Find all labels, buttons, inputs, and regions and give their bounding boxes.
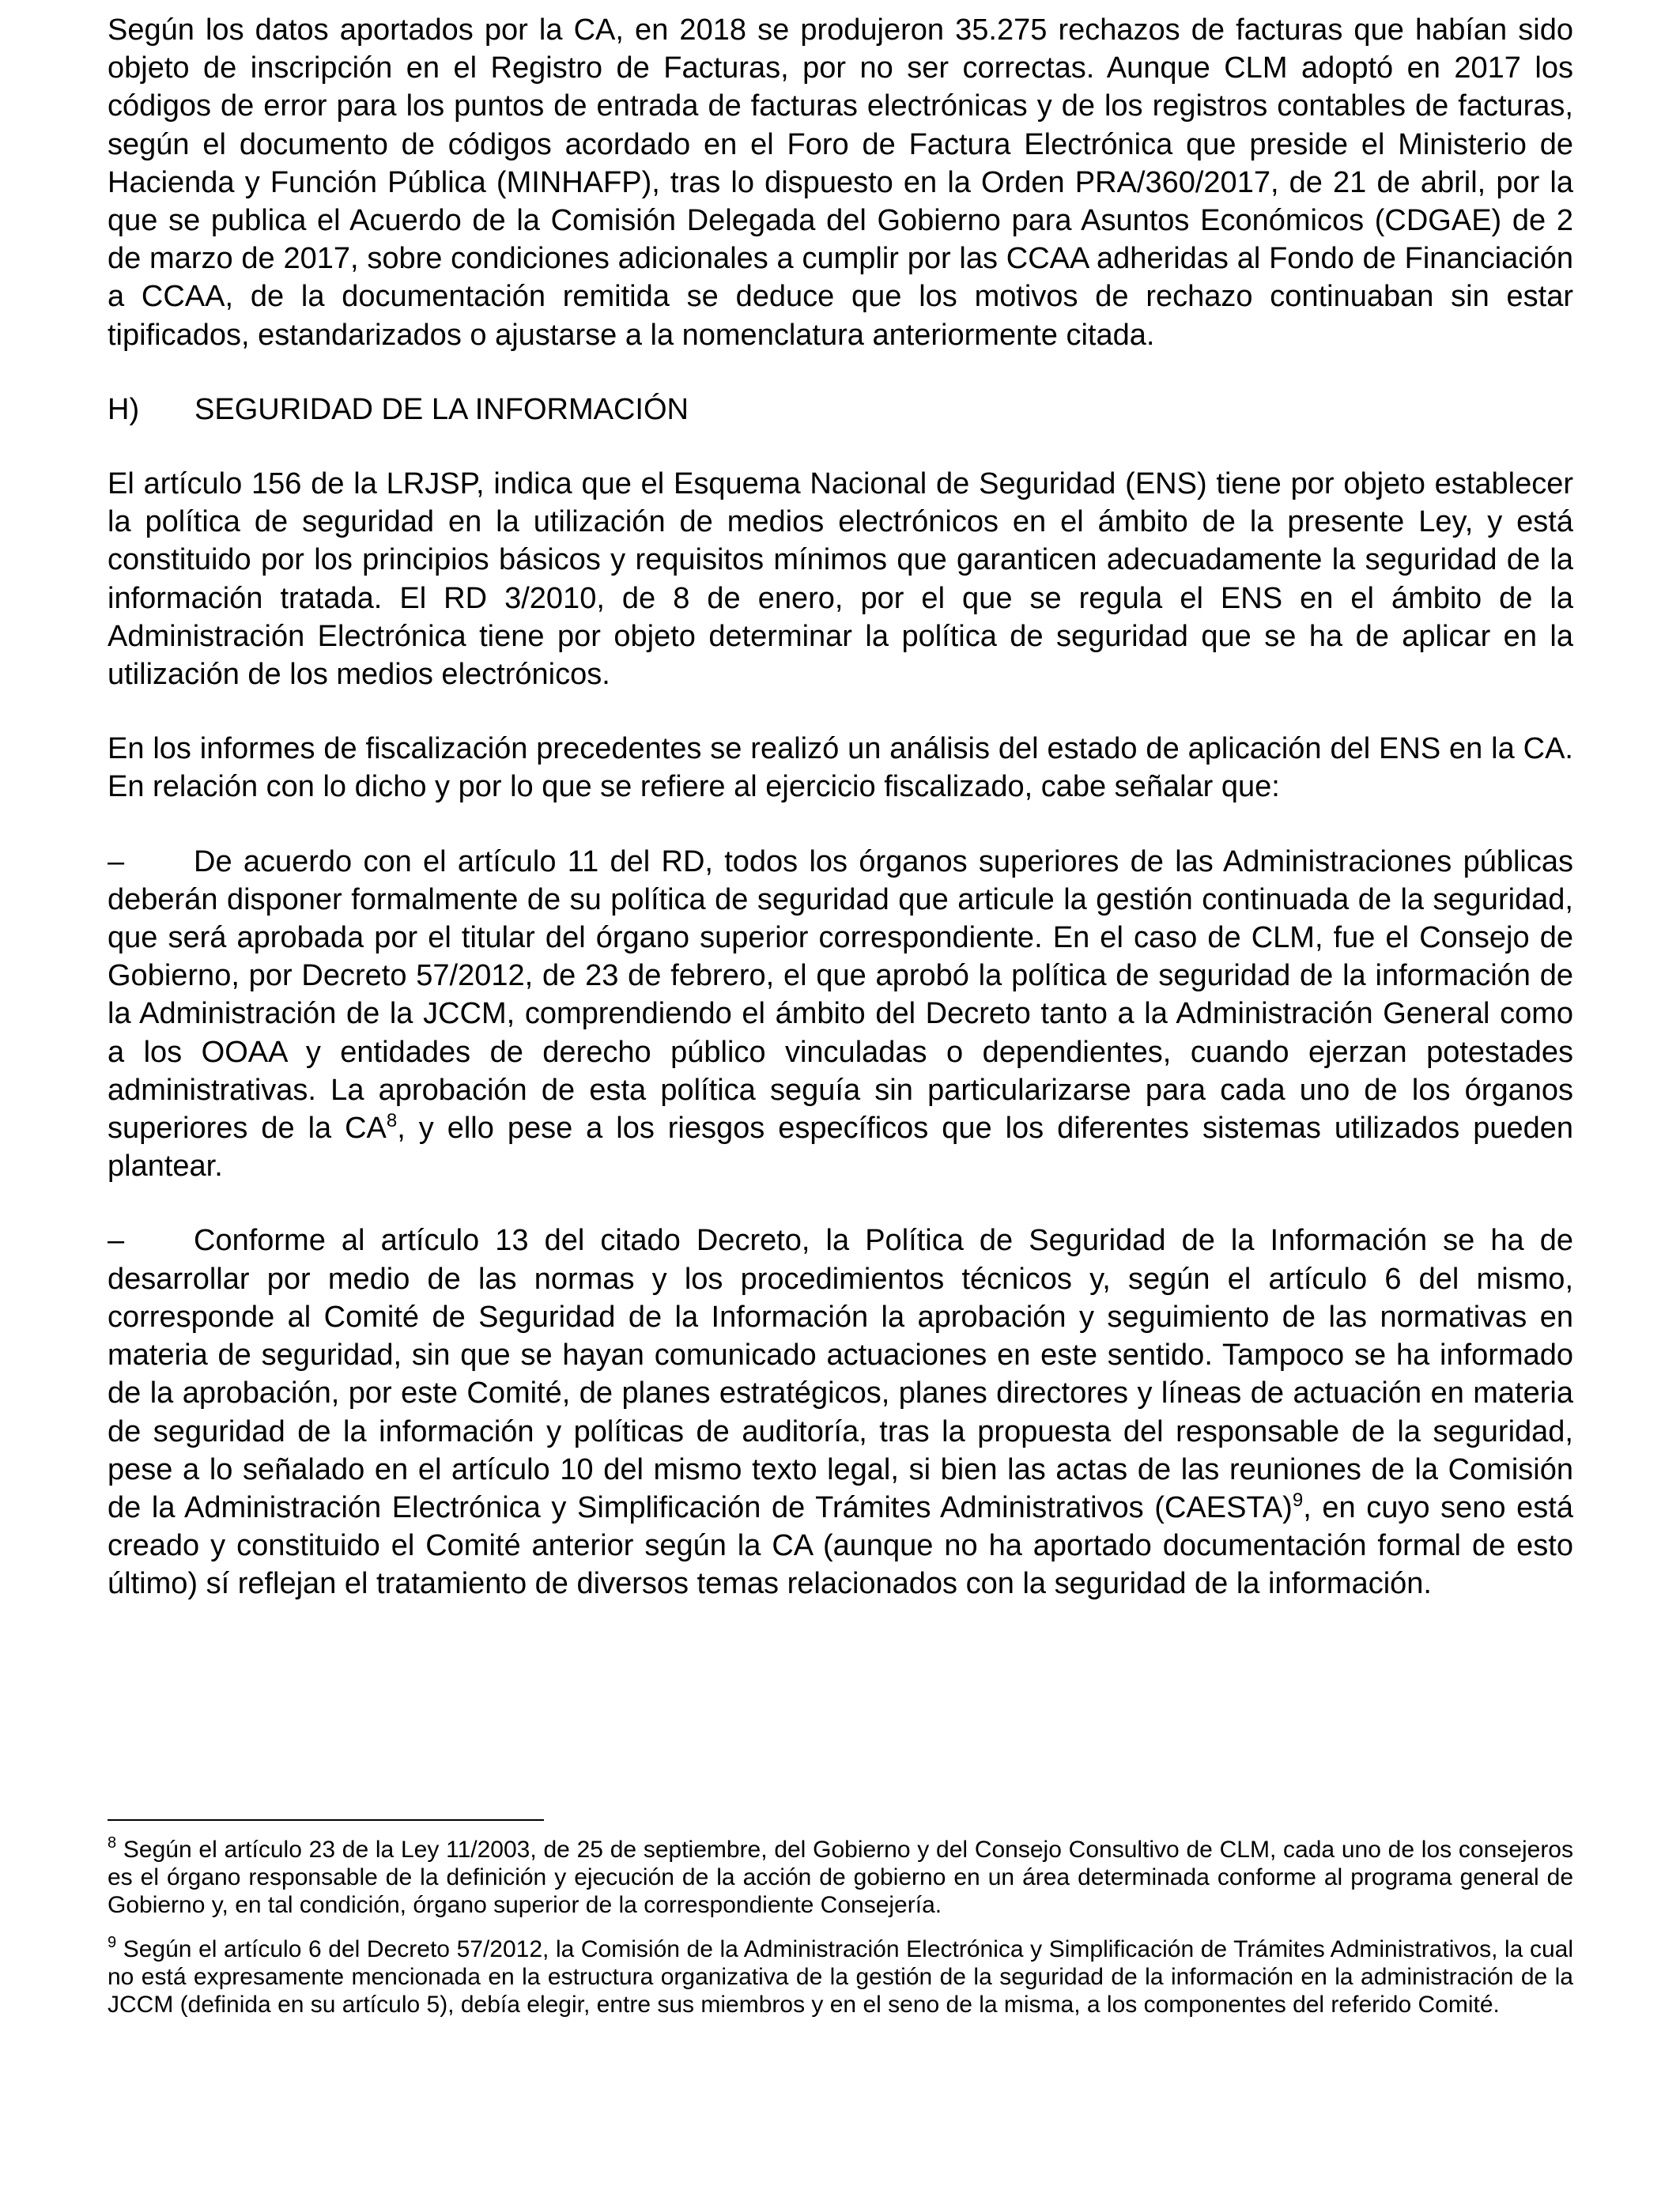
footnote-number: 9 [108,1933,117,1951]
bullet-item-security-committee [108,1222,1573,1603]
spacer [108,1185,1573,1222]
spacer [108,429,1573,465]
footnote-number: 8 [108,1834,117,1852]
footnotes-section [108,1836,1573,2018]
spacer [108,1920,1573,1935]
bullet-dash: – [108,844,125,878]
spacer [108,806,1573,843]
paragraph-previous-reports: En los informes de fiscalización precedentes se realizó un análisis del estado de aplicación del ENS en la CA. En relación con lo dicho y por lo que se refiere al ejercicio fiscalizado, cabe señalar que: [108,732,1573,804]
footnote-reference[interactable]: 9 [1292,1489,1304,1511]
paragraph-invoice-rejections: Según los datos aportados por la CA, en 2018 se produjeron 35.275 rechazos de facturas que habían sido objeto de inscripción en el Registro de Facturas, por no ser correctas. Aunque CLM adoptó en 2017 los códigos de error para los puntos de entrada de facturas electrónicas y de los registros contables de facturas, según el documento de códigos acordado en el Foro de Factura Electrónica que preside el Ministerio de Hacienda y Función Pública (MINHAFP), tras lo dispuesto en la Orden PRA/360/2017, de 21 de abril, por la que se publica el Acuerdo de la Comisión Delegada del Gobierno para Asuntos Económicos (CDGAE) de 2 de marzo de 2017, sobre condiciones adicionales a cumplir por las CCAA adheridas al Fondo de Financiación a CCAA, de la documentación remitida se deduce que los motivos de rechazo continuaban sin estar tipificados, estandarizados o ajustarse a la nomenclatura anteriormente citada. [108,13,1573,352]
spacer [108,354,1573,391]
bullet-text: De acuerdo con el artículo 11 del RD, todos los órganos superiores de las Administraciones públicas deberán disponer formalmente de su política de seguridad que articule la gestión continuada de la seguridad, que será aprobada por el titular del órgano superior correspondiente. En el caso de CLM, fue el Consejo de Gobierno, por Decreto 57/2012, de 23 de febrero, el que aprobó la política de seguridad de la información de la Administración de la JCCM, comprendiendo el ámbito del Decreto tanto a la Administración General como a los OOAA y entidades de derecho público vinculadas o dependientes, cuando ejerzan potestades administrativas. La aprobación de esta política seguía sin particularizarse para cada uno de los órganos superiores de la CA [108,844,1573,1146]
bullet-dash: – [108,1224,125,1258]
footnote-text: Según el artículo 6 del Decreto 57/2012, la Comisión de la Administración Electrónica y Simplificación de Trámites Administrativos, la cual no está expresamente mencionada en la estructura organizativa de la gestión de la seguridad de la información en la administración de la JCCM (definida en su artículo 5), debía elegir, entre sus miembros y en el seno de la misma, a los componentes del referido Comité. [108,1935,1573,2018]
section-heading-title: SEGURIDAD DE LA INFORMACIÓN [194,392,689,426]
section-heading-number: H) [108,392,140,426]
footnote-separator [108,1819,544,1821]
section-heading [108,391,1573,429]
document-body [108,11,1573,1603]
footnote-9 [108,1935,1573,2019]
bullet-text-tail: , y ello pese a los riesgos específicos que los diferentes sistemas utilizados pueden plantear. [108,1112,1573,1184]
footnote-8 [108,1836,1573,1920]
paragraph-ens-article: El artículo 156 de la LRJSP, indica que el Esquema Nacional de Seguridad (ENS) tiene por objeto establecer la política de seguridad en la utilización de medios electrónicos en el ámbito de la presente Ley, y está constituido por los principios básicos y requisitos mínimos que garanticen adecuadamente la seguridad de la información tratada. El RD 3/2010, de 8 de enero, por el que se regula el ENS en el ámbito de la Administración Electrónica tiene por objeto determinar la política de seguridad que se ha de aplicar en la utilización de los medios electrónicos. [108,467,1573,692]
footnote-text: Según el artículo 23 de la Ley 11/2003, de 25 de septiembre, del Gobierno y del Consejo Consultivo de CLM, cada uno de los consejeros es el órgano responsable de la definición y ejecución de la acción de gobierno en un área determinada conforme al programa general de Gobierno y, en tal condición, órgano superior de la correspondiente Consejería. [108,1837,1573,1919]
footnote-reference[interactable]: 8 [386,1110,398,1132]
bullet-item-security-policy [108,843,1573,1186]
bullet-text: Conforme al artículo 13 del citado Decreto, la Política de Seguridad de la Información se ha de desarrollar por medio de las normas y los procedimientos técnicos y, según el artículo 6 del mismo, corresponde al Comité de Seguridad de la Información la aprobación y seguimiento de las normativas en materia de seguridad, sin que se hayan comunicado actuaciones en este sentido. Tampoco se ha informado de la aprobación, por este Comité, de planes estratégicos, planes directores y líneas de actuación en materia de seguridad de la información y políticas de auditoría, tras la propuesta del responsable de la seguridad, pese a lo señalado en el artículo 10 del mismo texto legal, si bien las actas de las reuniones de la Comisión de la Administración Electrónica y Simplificación de Trámites Administrativos (CAESTA) [108,1224,1573,1524]
spacer [108,693,1573,730]
bullet-text-tail: , en cuyo seno está creado y constituido el Comité anterior según la CA (aunque no ha aportado documentación formal de esto último) sí reflejan el tratamiento de diversos temas relacionados con la seguridad de la información. [108,1490,1573,1601]
